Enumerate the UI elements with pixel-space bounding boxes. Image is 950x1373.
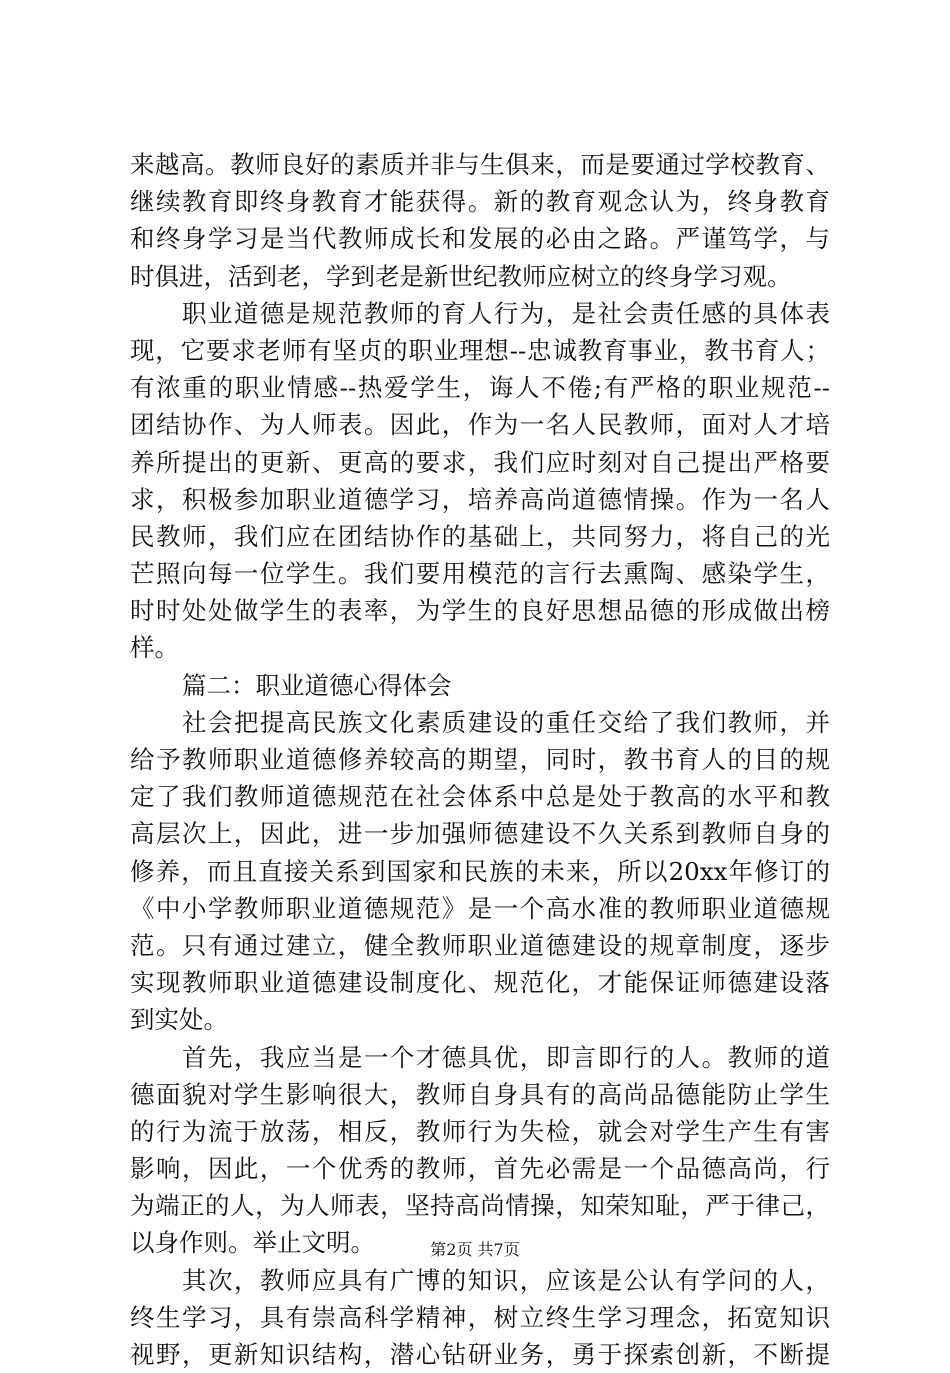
text-line: 样。 [130,633,179,663]
text-line: 继续教育即终身教育才能获得。新的教育观念认为，终身教育 [130,187,830,217]
text-line: 时俱进，活到老，学到老是新世纪教师应树立的终身学习观。 [130,261,792,291]
text-line: 和终身学习是当代教师成长和发展的必由之路。严谨笃学，与 [130,224,830,254]
text-line: 求，积极参加职业道德学习，培养高尚道德情操。作为一名人 [130,484,830,514]
text-line: 高层次上，因此，进一步加强师德建设不久关系到教师自身的 [130,819,830,849]
text-line: 有浓重的职业情感--热爱学生，诲人不倦;有严格的职业规范-- [130,373,830,403]
text-line: 《中小学教师职业道德规范》是一个高水准的教师职业道德规 [130,893,830,923]
text-line: 实现教师职业道德建设制度化、规范化，才能保证师德建设落 [130,968,830,998]
text-line: 其次，教师应具有广博的知识，应该是公认有学问的人， [182,1265,830,1295]
text-line: 终生学习，具有崇高科学精神，树立终生学习理念，拓宽知识 [130,1302,830,1332]
text-line: 现，它要求老师有坚贞的职业理想--忠诚教育事业，教书育人； [130,335,830,365]
text-line: 职业道德是规范教师的育人行为，是社会责任感的具体表 [182,298,830,328]
text-line: 定了我们教师道德规范在社会体系中总是处于教高的水平和教 [130,782,830,812]
text-line: 影响，因此，一个优秀的教师，首先必需是一个品德高尚，行 [130,1154,830,1184]
document-body [130,146,830,1373]
text-line: 为端正的人，为人师表，坚持高尚情操，知荣知耻，严于律己， [130,1191,830,1221]
text-line: 的行为流于放荡，相反，教师行为失检，就会对学生产生有害 [130,1116,830,1146]
text-line: 团结协作、为人师表。因此，作为一名人民教师，面对人才培 [130,410,830,440]
text-line: 芒照向每一位学生。我们要用模范的言行去熏陶、感染学生， [130,559,830,589]
text-line: 首先，我应当是一个才德具优，即言即行的人。教师的道 [182,1042,830,1072]
text-line: 养所提出的更新、更高的要求，我们应时刻对自己提出严格要 [130,447,830,477]
text-line: 民教师，我们应在团结协作的基础上，共同努力，将自己的光 [130,521,830,551]
text-line: 给予教师职业道德修养较高的期望，同时，教书育人的目的规 [130,745,830,774]
text-line: 范。只有通过建立，健全教师职业道德建设的规章制度，逐步 [130,930,830,960]
text-line: 以身作则。举止文明。 [130,1228,375,1258]
text-line: 来越高。教师良好的素质并非与生俱来，而是要通过学校教育、 [130,150,830,179]
text-line: 社会把提高民族文化素质建设的重任交给了我们教师，并 [182,707,830,737]
text-line: 视野，更新知识结构，潜心钻研业务，勇于探索创新，不断提 [130,1340,830,1369]
text-line: 修养，而且直接关系到国家和民族的未来，所以20xx年修订的 [130,856,830,886]
text-line: 到实处。 [130,1005,228,1035]
text-line: 篇二：职业道德心得体会 [182,670,452,700]
page-footer: 第2页 共7页 [430,1240,520,1259]
text-line: 时时处处做学生的表率，为学生的良好思想品德的形成做出榜 [130,596,830,626]
text-line: 德面貌对学生影响很大，教师自身具有的高尚品德能防止学生 [130,1079,830,1109]
